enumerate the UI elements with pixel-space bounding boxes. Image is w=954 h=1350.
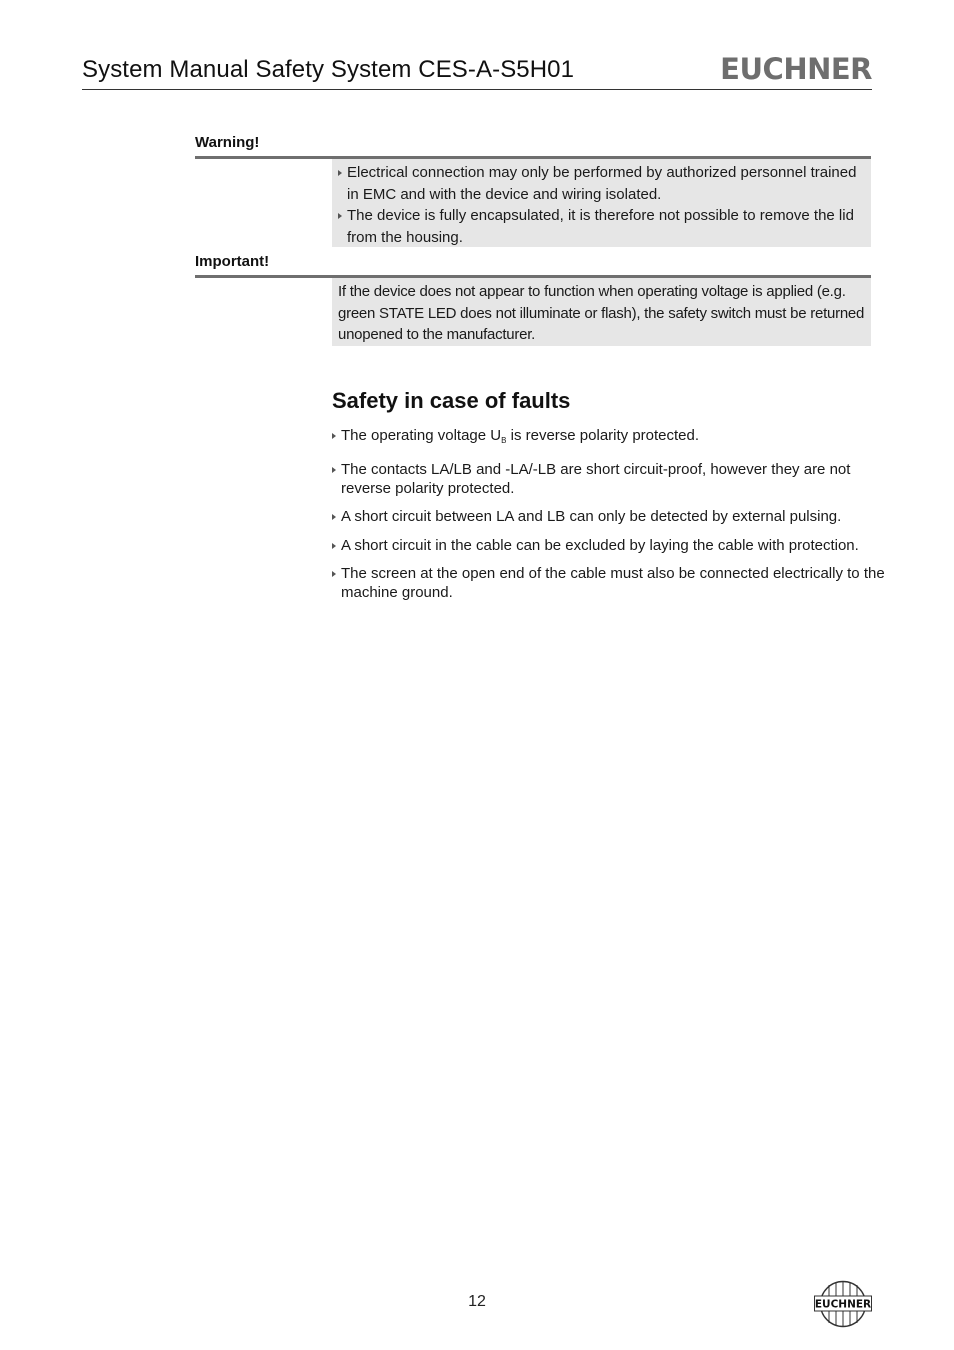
fault-item: The contacts LA/LB and -LA/-LB are short circuit-proof, however they are not reverse polarity protected. — [341, 460, 886, 498]
warning-item: The device is fully encapsulated, it is therefore not possible to remove the lid from the housing. — [347, 205, 865, 248]
fault-list — [332, 426, 886, 612]
fault-item: A short circuit in the cable can be excluded by laying the cable with protection. — [341, 536, 886, 555]
warning-label: Warning! — [195, 134, 871, 159]
fault-item — [341, 426, 886, 450]
warning-box — [332, 159, 871, 247]
fault-item: A short circuit between LA and LB can only be detected by external pulsing. — [341, 507, 886, 526]
page-number: 12 — [468, 1293, 486, 1310]
warning-list — [332, 159, 871, 250]
fault-item-text-end: is reverse polarity protected. — [506, 427, 700, 444]
warning-item: Electrical connection may only be performed by authorized personnel trained in EMC and with the device and wiring isolated. — [347, 162, 865, 205]
subscript-b: B — [501, 436, 507, 445]
euchner-logo: EUCHNER — [720, 52, 872, 86]
fault-item: The screen at the open end of the cable must also be connected electrically to the machine ground. — [341, 565, 885, 601]
euchner-seal-logo — [814, 1280, 872, 1328]
section-heading: Safety in case of faults — [332, 388, 571, 413]
seal-label: EUCHNER — [814, 1298, 872, 1311]
important-text: If the device does not appear to function when operating voltage is applied (e.g. green STATE LED does not illuminate or flash), the safety switch must be returned unopened to the manufacturer. — [338, 283, 865, 343]
important-label: Important! — [195, 253, 871, 278]
fault-item-text-start: The operating voltage U — [341, 427, 502, 444]
document-title: System Manual Safety System CES-A-S5H01 — [82, 56, 575, 83]
page-header — [82, 52, 872, 90]
important-box — [332, 278, 871, 346]
